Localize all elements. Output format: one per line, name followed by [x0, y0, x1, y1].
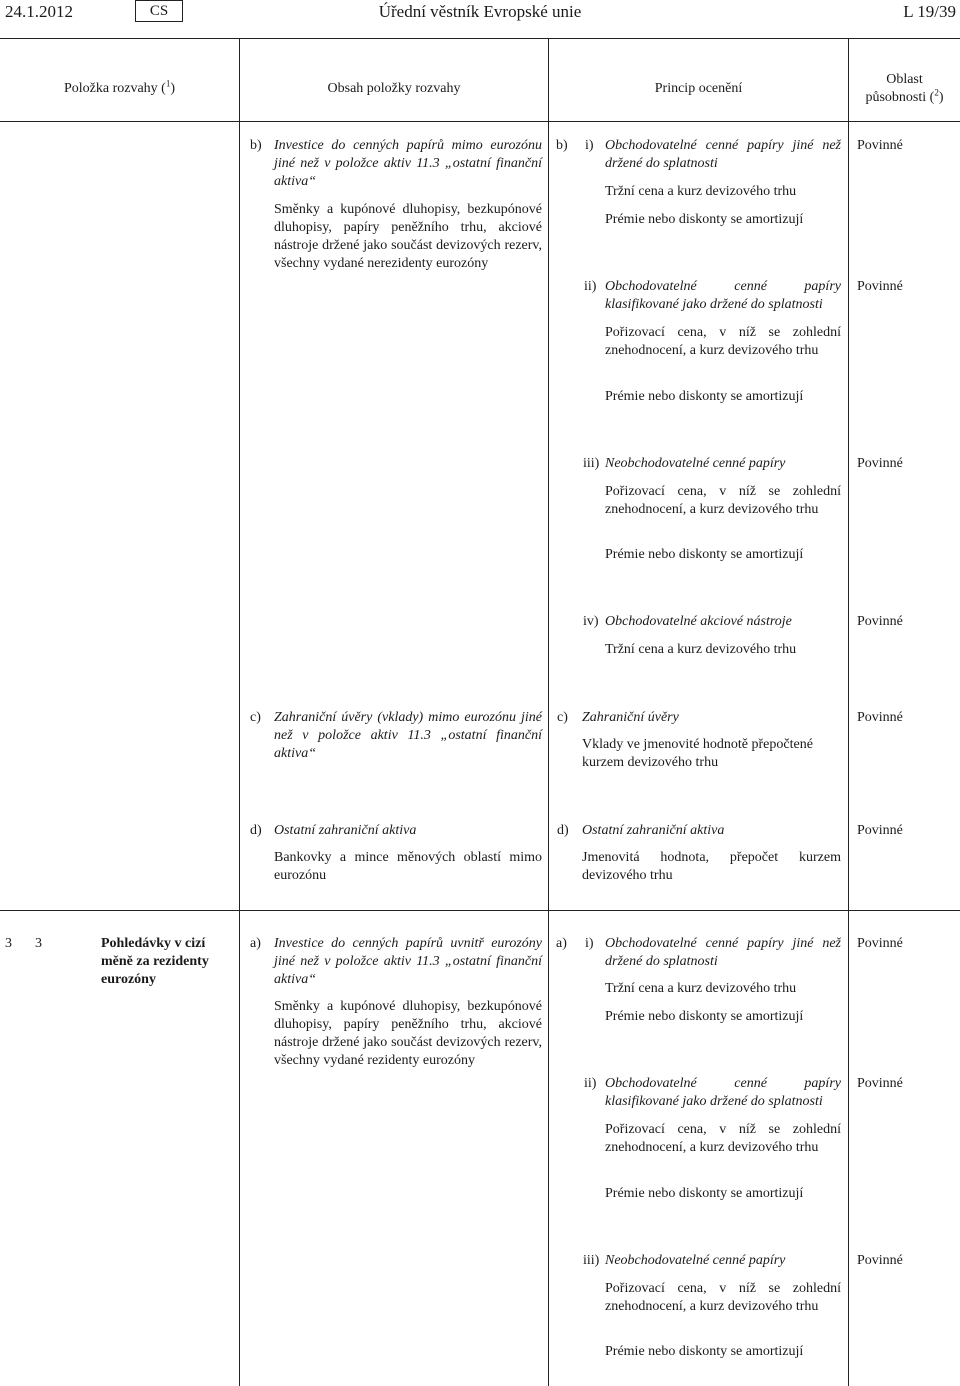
content-marker-d: d)	[250, 823, 262, 838]
column-divider-3	[848, 38, 849, 1386]
column-header-item-label: Položka rozvahy	[63, 81, 158, 96]
valuation-title-b-iii: Neobchodovatelné cenné papíry	[605, 456, 786, 471]
row-separator-rule	[0, 910, 960, 911]
footnote-ref-1: 1	[165, 78, 171, 89]
scope-3a-iii: Povinné	[857, 1253, 903, 1268]
column-header-item: Položka rozvahy ($^1$)	[63, 78, 176, 96]
valuation-line-b-iii-2: Prémie nebo diskonty se amortizují	[605, 547, 804, 562]
valuation-marker-3a-ii: ii)	[584, 1076, 597, 1091]
valuation-line-c-1: Vklady ve jmenovité hodnotě přepočtené kurzem devizového trhu	[582, 737, 813, 770]
scope-3a-i: Povinné	[857, 936, 903, 951]
valuation-marker-3a: a)	[556, 936, 567, 951]
footnote-ref-2: 2	[934, 87, 939, 98]
valuation-marker-3a-i: i)	[585, 936, 594, 951]
valuation-marker-b: b)	[556, 138, 568, 153]
valuation-line-3a-iii-2: Prémie nebo diskonty se amortizují	[605, 1344, 804, 1359]
scope-3a-ii: Povinné	[857, 1076, 903, 1091]
valuation-title-b-ii: Obchodovatelné cenné papíry klasifikované jako držené do splatnosti	[605, 279, 841, 312]
content-body-d: Bankovky a mince měnových oblastí mimo eurozónu	[274, 850, 542, 883]
content-body-b: Směnky a kupónové dluhopisy, bezkupónové dluhopisy, papíry peněžního trhu, akciové nástroje držené jako součást devizových rezerv, všechny vydané nerezidenty eurozóny	[274, 202, 542, 271]
valuation-title-3a-iii: Neobchodovatelné cenné papíry	[605, 1253, 786, 1268]
valuation-marker-b-iv: iv)	[583, 614, 599, 629]
valuation-line-d-1: Jmenovitá hodnota, přepočet kurzem devizového trhu	[582, 850, 841, 883]
content-title-c: Zahraniční úvěry (vklady) mimo eurozónu jiné než v položce aktiv 11.3 „ostatní finanční aktiva“	[274, 710, 542, 761]
content-title-d: Ostatní zahraniční aktiva	[274, 823, 417, 838]
header-bottom-rule	[0, 121, 960, 122]
valuation-marker-c: c)	[557, 710, 568, 725]
table-top-rule	[0, 38, 960, 39]
column-header-scope: Oblast působnosti ($^2$)	[849, 71, 960, 107]
language-code-box: CS	[135, 0, 183, 22]
valuation-line-b-ii-2: Prémie nebo diskonty se amortizují	[605, 389, 804, 404]
valuation-title-3a-i: Obchodovatelné cenné papíry jiné než držené do splatnosti	[605, 936, 841, 969]
column-divider-2	[548, 38, 549, 1386]
valuation-marker-b-iii: iii)	[583, 456, 600, 471]
column-header-scope-line1: Oblast	[886, 72, 923, 87]
valuation-line-3a-iii-1: Pořizovací cena, v níž se zohlední znehodnocení, a kurz devizového trhu	[605, 1281, 841, 1314]
valuation-line-b-iii-1: Pořizovací cena, v níž se zohlední znehodnocení, a kurz devizového trhu	[605, 484, 841, 517]
valuation-line-3a-ii-1: Pořizovací cena, v níž se zohlední znehodnocení, a kurz devizového trhu	[605, 1122, 841, 1155]
content-marker-b: b)	[250, 138, 262, 153]
valuation-marker-b-ii: ii)	[584, 279, 597, 294]
journal-title: Úřední věstník Evropské unie	[378, 2, 582, 21]
scope-b-iv: Povinné	[857, 614, 903, 629]
scope-c: Povinné	[857, 710, 903, 725]
item-title-3: Pohledávky v cizí měně za rezidenty eurozóny	[101, 936, 209, 987]
scope-b-i: Povinné	[857, 138, 903, 153]
content-marker-c: c)	[250, 710, 261, 725]
page-number: L 19/39	[903, 2, 956, 21]
publication-date: 24.1.2012	[5, 2, 73, 21]
column-header-valuation: Princip ocenění	[654, 81, 743, 96]
valuation-marker-d: d)	[557, 823, 569, 838]
valuation-marker-b-i: i)	[585, 138, 594, 153]
valuation-line-b-i-1: Tržní cena a kurz devizového trhu	[605, 184, 797, 199]
valuation-title-d: Ostatní zahraniční aktiva	[582, 823, 725, 838]
item-number-level-1: 3	[5, 936, 12, 951]
column-header-content: Obsah položky rozvahy	[327, 81, 461, 96]
valuation-line-3a-ii-2: Prémie nebo diskonty se amortizují	[605, 1186, 804, 1201]
content-title-3a: Investice do cenných papírů uvnitř eurozóny jiné než v položce aktiv 11.3 „ostatní finanční aktiva“	[274, 936, 542, 987]
content-marker-3a: a)	[250, 936, 261, 951]
valuation-line-b-i-2: Prémie nebo diskonty se amortizují	[605, 212, 804, 227]
valuation-title-3a-ii: Obchodovatelné cenné papíry klasifikované jako držené do splatnosti	[605, 1076, 841, 1109]
content-title-b: Investice do cenných papírů mimo eurozónu jiné než v položce aktiv 11.3 „ostatní finanční aktiva“	[274, 138, 542, 189]
item-number-level-2: 3	[35, 936, 42, 951]
valuation-title-b-i: Obchodovatelné cenné papíry jiné než držené do splatnosti	[605, 138, 841, 171]
valuation-title-b-iv: Obchodovatelné akciové nástroje	[605, 614, 792, 629]
content-body-3a: Směnky a kupónové dluhopisy, bezkupónové dluhopisy, papíry peněžního trhu, akciové nástroje držené jako součást devizových rezerv, všechny vydané rezidenty eurozóny	[274, 999, 542, 1068]
valuation-line-b-iv-1: Tržní cena a kurz devizového trhu	[605, 642, 797, 657]
valuation-line-3a-i-2: Prémie nebo diskonty se amortizují	[605, 1009, 804, 1024]
column-header-scope-line2: působnosti	[865, 90, 927, 105]
valuation-line-3a-i-1: Tržní cena a kurz devizového trhu	[605, 981, 797, 996]
scope-d: Povinné	[857, 823, 903, 838]
valuation-line-b-ii-1: Pořizovací cena, v níž se zohlední znehodnocení, a kurz devizového trhu	[605, 325, 841, 358]
valuation-marker-3a-iii: iii)	[583, 1253, 600, 1268]
scope-b-ii: Povinné	[857, 279, 903, 294]
scope-b-iii: Povinné	[857, 456, 903, 471]
valuation-title-c: Zahraniční úvěry	[582, 710, 679, 725]
column-divider-1	[239, 38, 240, 1386]
